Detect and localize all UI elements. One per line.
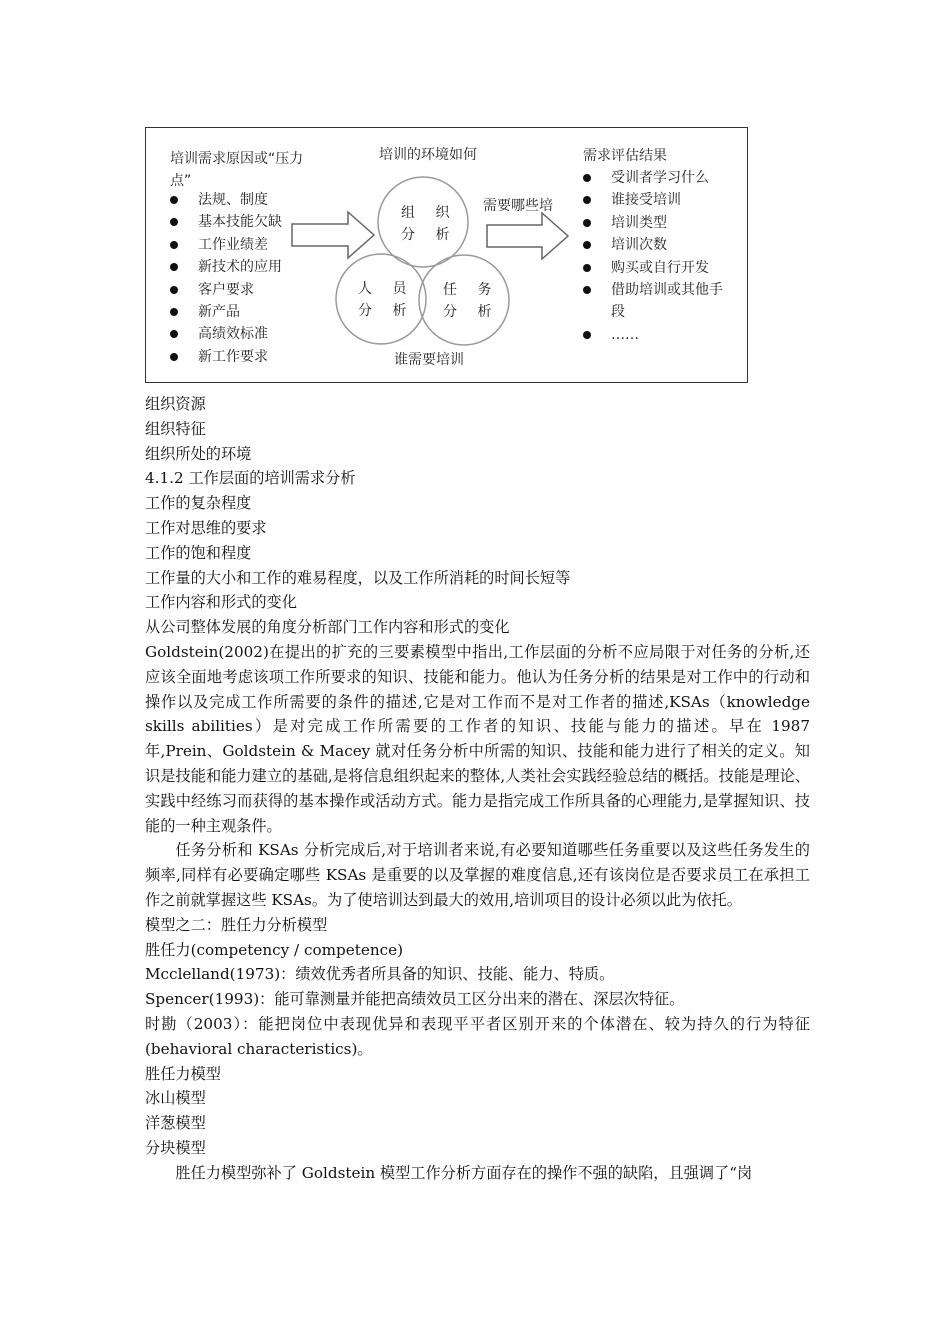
bottom-label: 谁需要培训 [394,352,464,368]
list-item: 培训类型 [583,212,731,234]
paragraph: 工作的饱和程度 [145,543,252,562]
arrow-label: 需要哪些培 [483,198,553,214]
right-arrow [487,213,568,259]
left-arrow [292,212,374,258]
paragraph: 分块模型 [145,1138,206,1157]
right-title: 需求评估结果 [583,148,667,164]
list-item: 客户要求 [170,279,282,301]
paragraph: 工作内容和形式的变化 [145,593,297,612]
paragraph: 工作量的大小和工作的难易程度，以及工作所消耗的时间长短等 [145,568,571,587]
paragraph: 冰山模型 [145,1089,206,1108]
paragraph: Mcclelland(1973)：绩效优秀者所具备的知识、技能、能力、特质。 [145,965,615,984]
paragraph: 工作的复杂程度 [145,494,252,513]
paragraph: 时勘（2003）：能把岗位中表现优异和表现平平者区别开来的个体潜在、较为持久的行为特征(behavioral characteristics)。 [145,1014,810,1058]
training-needs-diagram [145,127,748,383]
list-item: 基本技能欠缺 [170,211,282,233]
center-title: 培训的环境如何 [379,147,477,163]
paragraph: 胜任力(competency / competence) [145,940,404,959]
paragraph: 模型之二：胜任力分析模型 [145,915,328,934]
list-item: 新技术的应用 [170,256,282,278]
list-item: 受训者学习什么 [583,167,731,189]
paragraph: 从公司整体发展的角度分析部门工作内容和形式的变化 [145,618,510,637]
left-title: 培训需求原因或“压力点” [170,151,304,189]
list-item: 新工作要求 [170,346,282,368]
paragraph: 组织资源 [145,395,206,413]
organization-analysis-label: 组 织 分 析 [401,205,458,243]
person-analysis-label: 人 员 分 析 [358,281,415,319]
list-item: 工作业绩差 [170,234,282,256]
paragraph: 组织特征 [145,419,206,438]
paragraph: 任务分析和 KSAs 分析完成后,对于培训者来说,有必要知道哪些任务重要以及这些任务发生的频率,同样有必要确定哪些 KSAs 是重要的以及掌握的难度信息,还有该岗位是否要求员工在承担工作之前就掌握这些 KSAs。为了使培训达到最大的效用,培训项目的设计必须以此为依托。 [145,841,810,909]
document-body [145,392,810,1186]
list-item: 借助培训或其他手段 [583,279,731,324]
paragraph: Goldstein(2002)在提出的扩充的三要素模型中指出,工作层面的分析不应局限于对任务的分析,还应该全面地考虑该项工作所要求的知识、技能和能力。他认为任务分析的结果是对工作中的行动和操作以及完成工作所需要的条件的描述,它是对工作而不是对工作者的描述,KSAs（knowledge skills abilities）是对完成工作所需要的工作者的知识、技能与能力的描述。早在 1987 年,Prein、Goldstein & Macey 就对任务分析中所需的知识、技能和能力进行了相关的定义。知识是技能和能力建立的基础,是将信息组织起来的整体,人类社会实践经验总结的概括。技能是理论、实践中经练习而获得的基本操作或活动方式。能力是指完成工作所具备的心理能力,是掌握知识、技能的一种主观条件。 [145,642,810,835]
pressure-points-list [170,189,282,368]
list-item: 谁接受培训 [583,189,731,211]
list-item: 购买或自行开发 [583,257,731,279]
paragraph: 洋葱模型 [145,1114,206,1133]
paragraph: 工作对思维的要求 [145,518,267,537]
list-item: 培训次数 [583,234,731,256]
list-item: …… [583,324,731,346]
list-item: 高绩效标准 [170,323,282,345]
paragraph: 组织所处的环境 [145,444,252,463]
paragraph: Spencer(1993)：能可靠测量并能把高绩效员工区分出来的潜在、深层次特征。 [145,990,685,1009]
paragraph: 胜任力模型弥补了 Goldstein 模型工作分析方面存在的操作不强的缺陷，且强调了“岗 [175,1163,753,1182]
list-item: 新产品 [170,301,282,323]
assessment-results-list [583,167,731,346]
task-analysis-label: 任 务 分 析 [443,282,500,320]
paragraph: 胜任力模型 [145,1064,221,1083]
section-heading: 4.1.2 工作层面的培训需求分析 [145,469,356,488]
list-item: 法规、制度 [170,189,282,211]
